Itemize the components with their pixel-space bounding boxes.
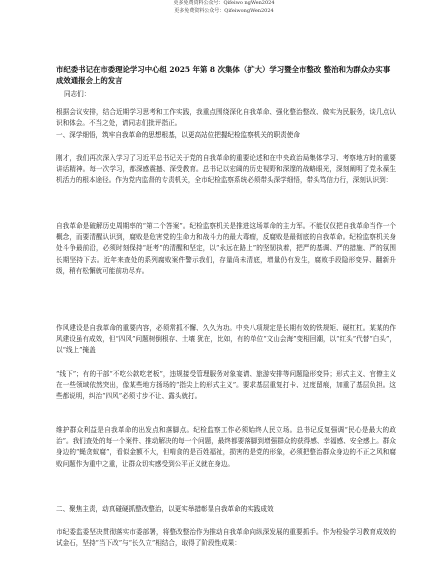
- paragraph-work-style: 作风建设是自我革命的重要内容，必须常抓不懈、久久为功。中央八项规定是长期有效的铁规矩、硬杠杠。某某的作风建设虽有成效，但“四风”问题树倒根存、土壤 犹在，比如，有的单位“文山会海”变相回潮，以“红头”代替“白头”，以“线上”掩盖: [56, 324, 396, 355]
- paragraph-public-interest: 维护群众利益是自我革命的出发点和落脚点。纪检监察工作必须始终人民立场。总书记反复强调“民心是最大的政治”。我们查处的每一个案件、推动解决的每一个问题，最终都要落脚到增强群众的获得感、幸福感、安全感上。群众身边的“蝇贪蚁腐”，看似金额不大，但啃食的是百姓福祉，损害的是党的形象，必须把整治群众身边的不正之风和腐败问题作为重中之重，让群众切实感受到公平正义就在身边。: [56, 426, 396, 468]
- intro-paragraph: 根据会议安排，结合近期学习思考和工作实践，我重点围绕深化自我革命、强化整治整改、做实为民服务，谈几点认识和体会。不当之处，请同志们批评指正。: [56, 108, 396, 128]
- greeting: 同志们：: [64, 90, 91, 98]
- section-heading-2: 二、聚焦主责，动真碰硬抓整改整治，以更实举措彰显自我革命的实践成效: [56, 505, 274, 513]
- document-title: 市纪委书记在市委理论学习中心组 2025 年第 8 次集体（扩大）学习暨全市整改 整治和为群众办实事成效通报会上的发言: [56, 65, 391, 85]
- paragraph-self-revolution: 自我革命是破解历史周期率的“第二个答案”。纪检监察机关是推进这场革命的主力军。不能仅仅把自我革命当作一个概念，而要清醒认识到，腐败是危害党的生命力和战斗力的最大毒瘤，反腐败是最彻底的自我革命。纪检监察机关身处斗争最前沿，必须时刻保持“赶考”的清醒和坚定，以“永远在路上”的坚韧执着，把严的基调、严的措施、严的氛围长期坚持下去。近年来查处的系列腐败案件警示我们，存量尚未清底，增量仍有发生，腐败手段隐形变异、翻新升级，稍有松懈就可能前功尽弃。: [56, 222, 396, 275]
- paragraph-rectification: 市纪委监委坚决贯彻落实市委部署，将整改整治作为推动自我革命向纵深发展的重要抓手。作为检验学习教育成效的试金石，坚持“当下改”与“长久立”相结合，取得了阶段性成果：: [56, 528, 396, 548]
- watermark-line-2: 更多免费资料公众号：QifeiwongWen2024: [174, 8, 274, 14]
- section-heading-1: 一、深学细悟，筑牢自我革命的思想根基，以更高站位把握纪检监察机关的职责使命: [56, 131, 300, 139]
- watermark-line-1: 更多免费资料公众号：Qifeiwo ngWen2024: [173, 0, 275, 6]
- paragraph-four-winds: “线下”；有的干部“不吃公款吃老板”，违规接受管理服务对象宴请、旅游安排等问题隐形变异；形式主义、官僚主义在一些领域依然突出，像某些地方扬场的“指尖上的形式主义”。要求基层重复打卡、过度留痕，加重了基层负担。这些都说明，纠治“四风”必须寸步不让、露头就打。: [56, 370, 396, 401]
- paragraph-study: 刚才，我们再次深入学习了习近平总书记关于党的自我革命的重要论述和在中央政治局集体学习、考察地方时的重要讲话精神。每一次学习，都深感震撼、深受教育。总书记以宏阔的历史视野和深邃的战略眼光，深刻阐明了党永葆生机活力的根本途径。作为党内监督的专责机关，全市纪检监察系统必须带头深学细悟，带头笃信力行，深刻认识到：: [56, 154, 396, 185]
